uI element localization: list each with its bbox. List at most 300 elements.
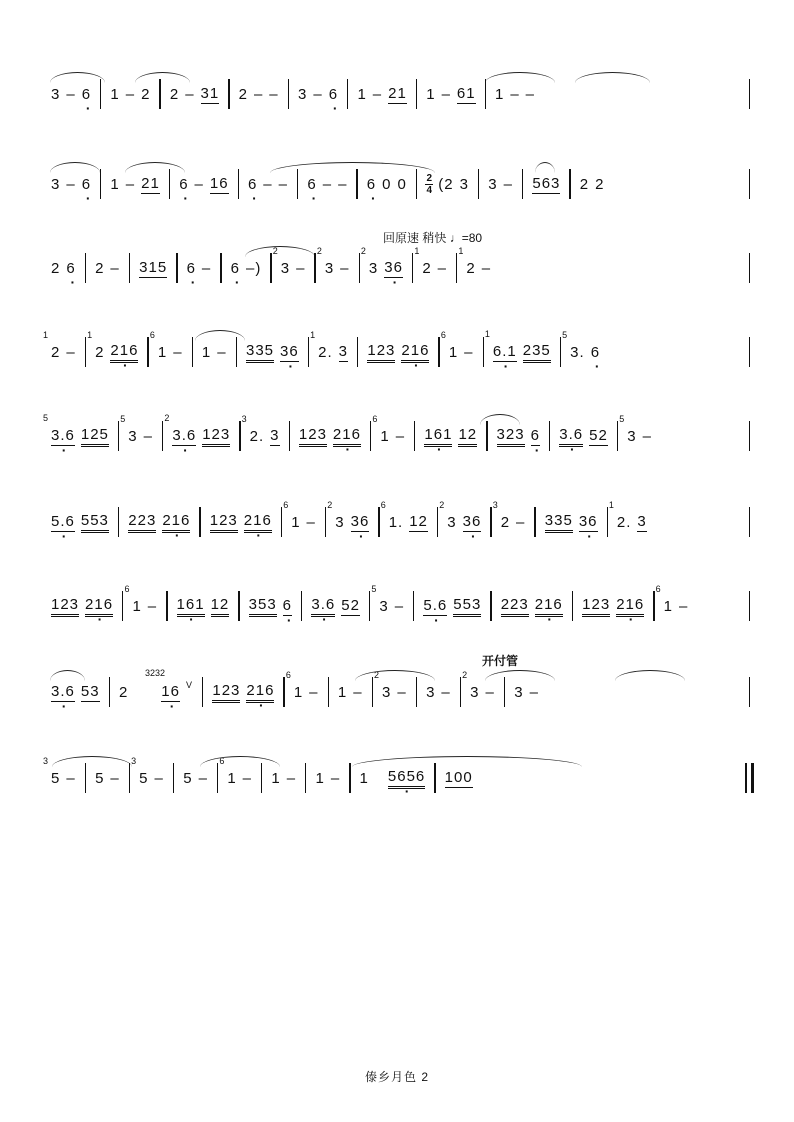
bar-line [297,169,298,199]
bar-line [749,169,750,199]
note-hold: – [678,597,689,615]
note-hold: – [338,175,348,193]
staff-row-8 [0,678,794,758]
bar-line [617,421,618,451]
note-group: 353 [249,596,277,617]
bar-line [378,507,379,537]
note-hold: – [397,683,407,701]
note-group: 223 [128,512,156,533]
note: 6 1 [158,344,167,361]
note: 3 [298,85,308,103]
bar-line [572,591,573,621]
note-hold: – [125,85,136,103]
time-signature [425,173,433,196]
note: 3 [514,683,524,701]
note-group: 335 [545,512,573,533]
bar-line [238,169,239,199]
note: 1 [337,683,348,701]
note-hold: – [217,343,227,361]
slur [575,72,650,83]
bar-line [347,79,348,109]
note-group: 235 [523,342,551,363]
instrument-change-marking: 开付管 [482,654,519,668]
note: 6 · [283,597,292,616]
bar-line [325,507,326,537]
bar-line [169,169,170,199]
note: 3 [51,175,61,193]
bar-line [749,79,750,109]
note: 6 · [82,86,91,103]
note: 1 [110,175,120,193]
staff-row-5 [0,422,794,502]
note-group: 315 [139,258,168,276]
bar-line [118,507,119,537]
note-hold: – [309,683,319,701]
note-hold: – [395,427,406,445]
note-group: 123 [367,342,395,363]
bar-line [749,677,750,707]
note-group: 216 · [401,342,429,363]
bar-line [749,507,750,537]
bar-line [369,591,370,621]
slur [135,72,190,83]
note-group: 36 · [384,259,403,278]
note-group: 3.6 · [51,683,75,702]
note: 5 [95,769,105,787]
note-hold: – [330,769,341,787]
note: 3 5 [139,770,148,787]
note-group: 161 · [177,596,205,617]
bar-line [202,677,203,707]
note-group: 1 6.1 · [493,343,517,362]
note: 2 [579,175,590,193]
bar-line [281,507,282,537]
bar-line [118,421,119,451]
note-hold: – [110,769,120,787]
note: 5 3. [570,344,585,361]
note-hold: –) [246,259,262,277]
bar-line [745,763,746,793]
note-group: 36 · [463,513,482,532]
bar-line [483,337,484,367]
bar-line [166,591,167,621]
bar-line [129,763,130,793]
bar-line [199,507,200,537]
bar-line [217,763,218,793]
staff-row-9 [0,764,794,844]
slur [485,72,555,83]
note-hold: – [296,259,306,277]
note-hold: – [154,769,164,787]
note-hold: – [353,683,363,701]
bar-line [653,591,654,621]
note-hold: – [481,259,492,277]
note: 3 [459,175,469,193]
note: 3 2. [250,428,265,445]
bar-line [485,79,486,109]
note-hold: – [464,343,474,361]
breath-mark: V [185,680,193,690]
bar-line [85,763,86,793]
note: 6 · [329,86,338,103]
note-group: 123 [299,426,327,447]
bar-line [416,677,417,707]
note-hold: – [510,85,520,103]
note: 2 3 [447,514,456,531]
note-hold: – [147,597,158,615]
note: 6 · [187,260,196,277]
note-hold: – [306,513,316,531]
bar-line [173,763,174,793]
note-group: 216 · [616,596,644,617]
bar-line [239,421,240,451]
bar-line [270,253,271,283]
row-3-line [48,254,754,282]
rest: 0 [382,175,392,193]
note-hold: – [441,85,451,103]
note-hold: – [485,683,495,701]
note: 3 [488,175,498,193]
note: 2 [51,259,61,277]
note-hold: – [516,513,526,531]
note-hold: – [66,343,76,361]
piece-title: 傣乡月色 [364,1070,417,1084]
note: 1 [315,769,325,787]
note-group: 52 [341,596,360,614]
note-hold: – [125,175,136,193]
bar-line [434,763,435,793]
note-group: 53 [80,682,100,700]
bar-line [414,421,415,451]
bar-line [438,337,439,367]
bar-line [416,79,417,109]
note-group: 323 [497,426,525,447]
note-group: 125 [81,426,109,447]
note-group: 61 [456,84,476,102]
note-hold: – [372,85,383,103]
row-2-line [48,170,754,198]
note: 3 [51,85,61,103]
bar-line [122,591,123,621]
note-group: 12 [211,596,230,617]
note-hold: – [394,597,405,615]
staff-row-1 [0,80,794,160]
bar-line [490,507,491,537]
note-group: 563 [532,174,561,192]
slur [535,162,555,173]
bar-line [534,507,535,537]
note: 5 3 [128,428,137,445]
note-hold: – [194,175,204,193]
tempo-marking [383,229,482,246]
note-hold: – [198,769,208,787]
bar-line [749,253,750,283]
note-group: 36 · [280,343,299,362]
bar-line [85,253,86,283]
note: 1 2 [51,344,60,361]
note-group: 123 [210,512,238,533]
note: 2 [95,259,105,277]
note: 1 2 [95,344,104,361]
bar-line [413,591,414,621]
note: 3 [338,342,348,360]
bar-line [283,677,284,707]
slur [270,162,435,173]
bar-line [289,421,290,451]
note-group: 31 [200,84,220,102]
bar-line [159,79,160,109]
page-number: 2 [421,1070,430,1084]
note: 6 · [307,176,316,193]
note: 3 5 [51,770,60,787]
grace-notes-marking: 3232 [145,668,166,678]
note-hold: – [313,85,323,103]
note: 6 · [531,427,540,446]
time-signature-bottom: 4 [426,184,432,196]
note: 6 · [66,260,75,277]
note: 5 3 [379,598,388,615]
note: 2 3 [335,514,344,531]
bar-line [288,79,289,109]
note-group: 16 [209,174,229,192]
note: 6 · [367,176,376,193]
note-group: 5656 · [388,768,425,789]
note-group: 123 [582,596,610,617]
note: 1 [110,85,120,103]
note: 1 2. [318,344,333,361]
note: 6 · [231,260,240,277]
note-hold: – [253,85,264,103]
bar-line [129,253,130,283]
note-group: 36 · [579,513,598,532]
bar-line [359,253,360,283]
bar-line [478,169,479,199]
tempo-value: ♩=80 [449,231,483,245]
note: 2 3 [382,684,391,701]
bar-line [147,337,148,367]
row-5-line [48,422,754,450]
staff-row-3 [0,254,794,334]
note-hold: – [269,85,279,103]
bar-line [749,337,750,367]
bar-line [100,169,101,199]
bar-line [416,169,417,199]
note: 1 [357,85,367,103]
bar-line [305,763,306,793]
note-group: 216 · [535,596,563,617]
note: (2 [438,175,454,193]
note-group: 5.6 · [423,597,447,616]
note: 3 [637,512,647,530]
note-group: 12 [409,512,428,530]
note: 2 3 [281,260,290,277]
note: 2 3 [369,260,378,277]
note-group: 216 · [333,426,361,447]
note-hold: – [143,427,153,445]
bar-line [308,337,309,367]
note-hold: – [437,259,447,277]
bar-line [456,253,457,283]
bar-line [460,677,461,707]
bar-line [749,421,750,451]
note-hold: – [185,85,195,103]
note-hold: – [110,259,120,277]
bar-line [357,337,358,367]
note-group: 161 · [424,426,452,447]
note: 1 2 [422,260,431,277]
bar-line [228,79,229,109]
bar-line [356,169,357,199]
note-group: 216 · [244,512,272,533]
note-group: 16 · [161,683,180,702]
note: 6 · [179,176,188,193]
note-hold: – [525,85,536,103]
bar-line [192,337,193,367]
staff-row-6 [0,508,794,588]
note: 3 2 [501,514,510,531]
slur [50,162,100,173]
note: 1 2 [466,260,475,277]
note-hold: – [201,259,212,277]
note-group: 216 · [246,682,274,703]
tempo-text: 回原速 稍快 [383,231,447,245]
bar-line [238,591,239,621]
note-hold: – [66,175,76,193]
row-9-line [48,764,754,792]
note: 3 [270,426,280,444]
note: 6 1 [294,684,303,701]
slur [125,162,185,173]
bar-line [261,763,262,793]
note: 1 [201,343,212,361]
time-signature-top: 2 [426,172,432,184]
row-1-line [48,80,754,108]
note-hold: – [441,683,451,701]
note-group: 100 [444,768,473,786]
note-hold: – [242,769,252,787]
note: 6 · [248,176,257,193]
bar-line [100,79,101,109]
note-group: 216 · [85,596,113,617]
rest: 0 [397,175,407,193]
note-hold: – [173,343,183,361]
note-hold: – [642,427,652,445]
note: 2 [169,85,180,103]
note-hold: – [340,259,350,277]
note: 6 · [591,344,600,361]
note: 6 1 [449,344,458,361]
bar-line [236,337,237,367]
note-hold: – [286,769,297,787]
note-group: 216 · [110,342,138,363]
staff-row-7 [0,592,794,672]
bar-line [370,421,371,451]
slur [50,72,105,83]
bar-line [162,421,163,451]
row-7-line [48,592,754,620]
note: 6 1 [291,514,300,531]
note-group: 216 · [162,512,190,533]
bar-line [220,253,221,283]
note-group: 36 · [351,513,370,532]
bar-line [372,677,373,707]
bar-line [314,253,315,283]
note: 1 [494,85,505,103]
note: 6 1 [132,598,141,615]
row-8-line [48,678,754,706]
note-group: 5 3.6 · [51,427,75,446]
note-group: 553 [453,596,481,617]
note: 2 [595,175,605,193]
bar-line [412,253,413,283]
note: 2 3 [325,260,334,277]
bar-line [301,591,302,621]
note-group: 123 [51,596,79,617]
bar-line [328,677,329,707]
note: 6 1. [389,514,404,531]
note: 2 [118,683,129,701]
note: 6 1 [664,598,673,615]
note-group: 123 [202,426,230,447]
note-hold: – [529,683,539,701]
note-group: 335 [246,342,274,363]
bar-line [490,591,491,621]
bar-line [85,337,86,367]
note-group: 123 [212,682,240,703]
note-group: 52 [589,426,608,444]
bar-line [749,591,750,621]
bar-line [109,677,110,707]
note-group: 5.6 · [51,513,75,532]
page-footer [0,1068,794,1085]
note-hold: – [263,175,273,193]
bar-line [349,763,350,793]
staff-row-4 [0,338,794,418]
bar-line [549,421,550,451]
note: 1 [426,85,436,103]
note-group: 553 [81,512,109,533]
note: 1 2. [617,514,632,531]
note-hold: – [66,769,76,787]
note: 2 [141,85,151,103]
note: 6 · [82,176,91,193]
bar-line [437,507,438,537]
note: 1 [271,769,281,787]
bar-line [560,337,561,367]
note-group: 21 [388,84,407,102]
note: 3 [426,683,436,701]
note-hold: – [503,175,513,193]
note-hold: – [278,175,288,193]
final-bar-line [751,763,755,793]
bar-line [176,253,177,283]
note: 1 [359,769,369,787]
bar-line [607,507,608,537]
note-group: 3.6 · [559,426,583,447]
note-group: 21 [141,174,160,192]
note-group: 2 3.6 · [172,427,196,446]
note: 5 [183,769,193,787]
bar-line [486,421,487,451]
note-group: 223 [501,596,529,617]
bar-line [569,169,570,199]
row-6-line [48,508,754,536]
bar-line [504,677,505,707]
row-4-line [48,338,754,366]
note: 2 3 [470,684,479,701]
note-hold: – [322,175,333,193]
bar-line [522,169,523,199]
